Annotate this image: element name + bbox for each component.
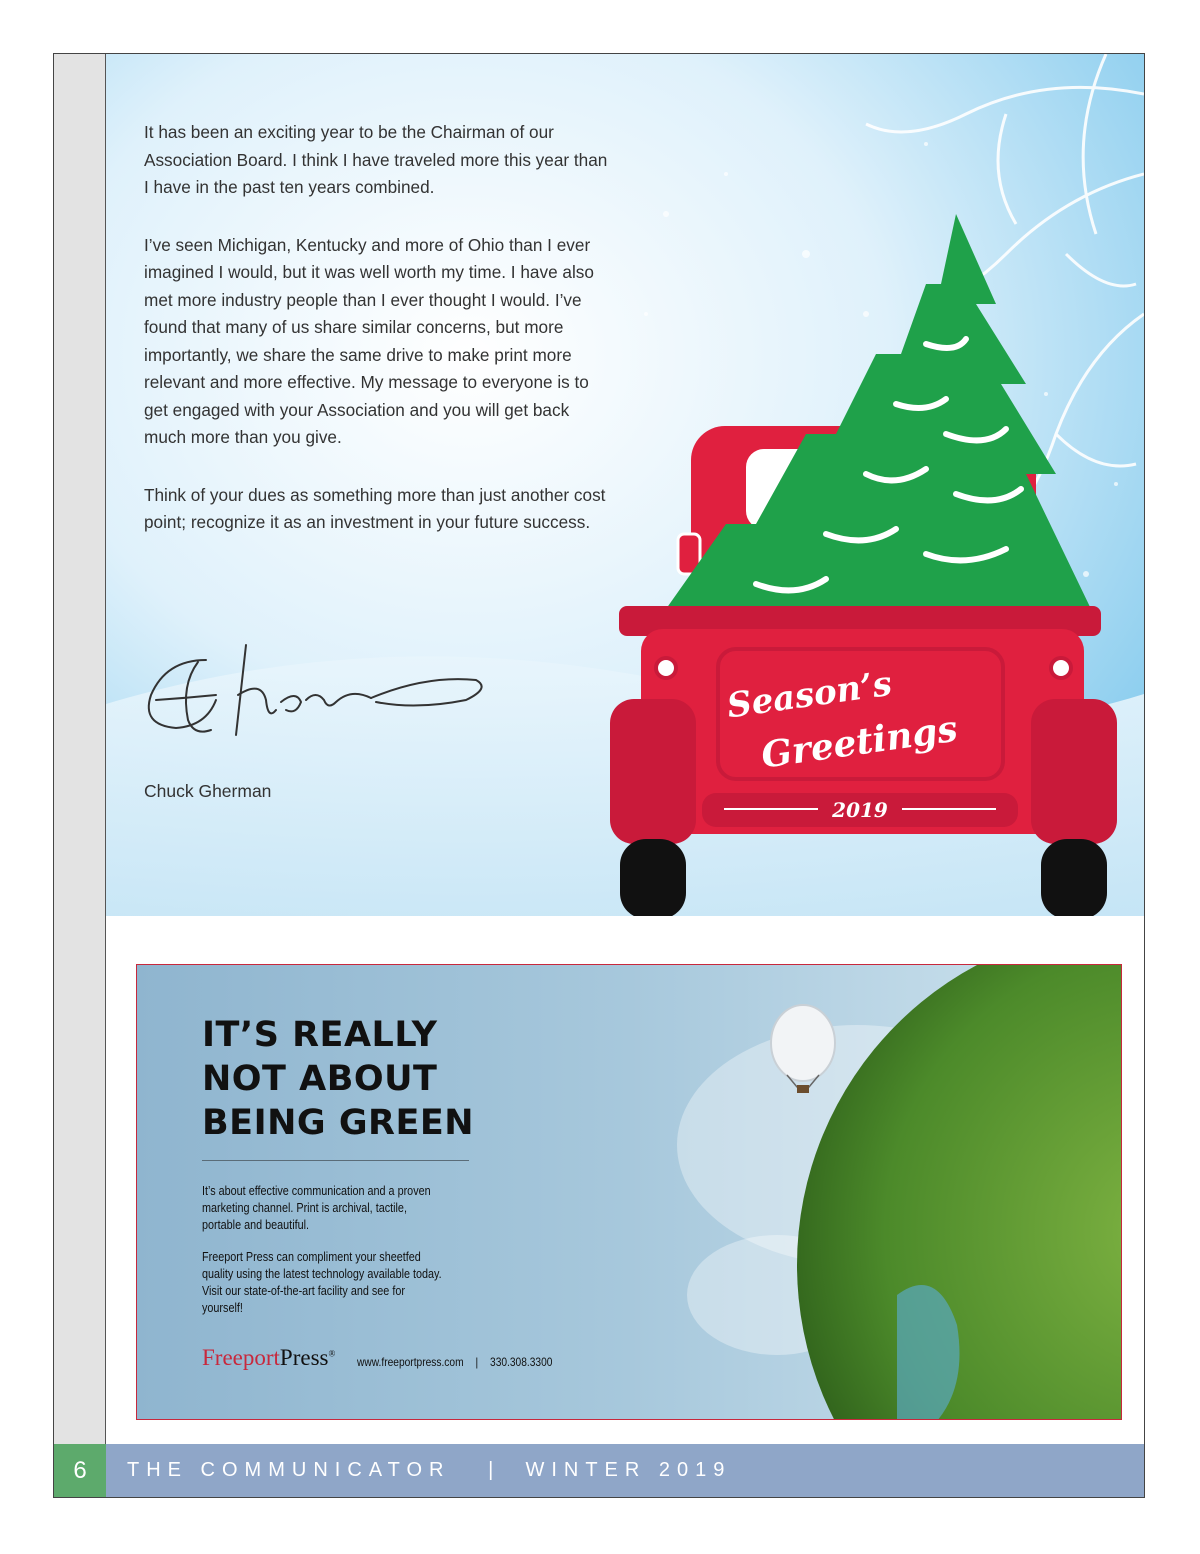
ad-divider bbox=[202, 1160, 469, 1161]
ad-website-link[interactable]: www.freeportpress.com bbox=[357, 1355, 464, 1369]
ad-paragraph: It’s about effective communication and a proven marketing channel. Print is archival, tactile, portable and beautiful. bbox=[202, 1183, 431, 1232]
page-number: 6 bbox=[54, 1444, 106, 1497]
ad-headline-line: BEING GREEN bbox=[202, 1103, 475, 1143]
chairman-letter bbox=[144, 119, 614, 567]
logo-word-press: Press bbox=[279, 1345, 329, 1370]
ad-headline bbox=[202, 1013, 474, 1145]
ad-headline-line: IT’S REALLY bbox=[202, 1015, 438, 1055]
ad-headline-line: NOT ABOUT bbox=[202, 1059, 438, 1099]
ad-paragraph: Freeport Press can compliment your sheetfed quality using the latest technology available today. Visit our state-of-the-art facility and see for yourself! bbox=[202, 1249, 442, 1315]
letter-paragraph: Think of your dues as something more than just another cost point; recognize it as an investment in your future success. bbox=[144, 484, 606, 532]
left-gutter bbox=[54, 54, 106, 1444]
ad-contact bbox=[357, 1355, 552, 1369]
greeting-line1: Season’s bbox=[724, 663, 895, 727]
freeport-press-ad bbox=[136, 964, 1122, 1420]
registered-mark: ® bbox=[328, 1348, 336, 1359]
ad-body bbox=[202, 1182, 448, 1331]
ad-phone: 330.308.3300 bbox=[490, 1355, 553, 1369]
freeport-press-logo bbox=[202, 1345, 335, 1371]
greeting-line2: Greetings bbox=[758, 707, 961, 777]
signature-name: Chuck Gherman bbox=[144, 781, 272, 801]
handwritten-signature bbox=[136, 640, 496, 750]
letter-paragraph: It has been an exciting year to be the Chairman of our Association Board. I think I have traveled more this year than I have in the past ten years combined. bbox=[144, 122, 608, 197]
footer-title: THE COMMUNICATOR | WINTER 2019 bbox=[106, 1444, 1144, 1497]
letter-paragraph: I’ve seen Michigan, Kentucky and more of Ohio than I ever imagined I would, but it was well worth my time. I have also met more industry people than I ever thought I would. I’ve found that many of us share similar concerns, but more importantly, we share the same drive to make print more relevant and more effective. My message to everyone is to get engaged with your Association and you will get back much more than you give. bbox=[144, 234, 594, 447]
logo-word-freeport: Freeport bbox=[202, 1345, 280, 1370]
greeting-year: 2019 bbox=[832, 798, 888, 822]
contact-separator: | bbox=[475, 1355, 479, 1369]
